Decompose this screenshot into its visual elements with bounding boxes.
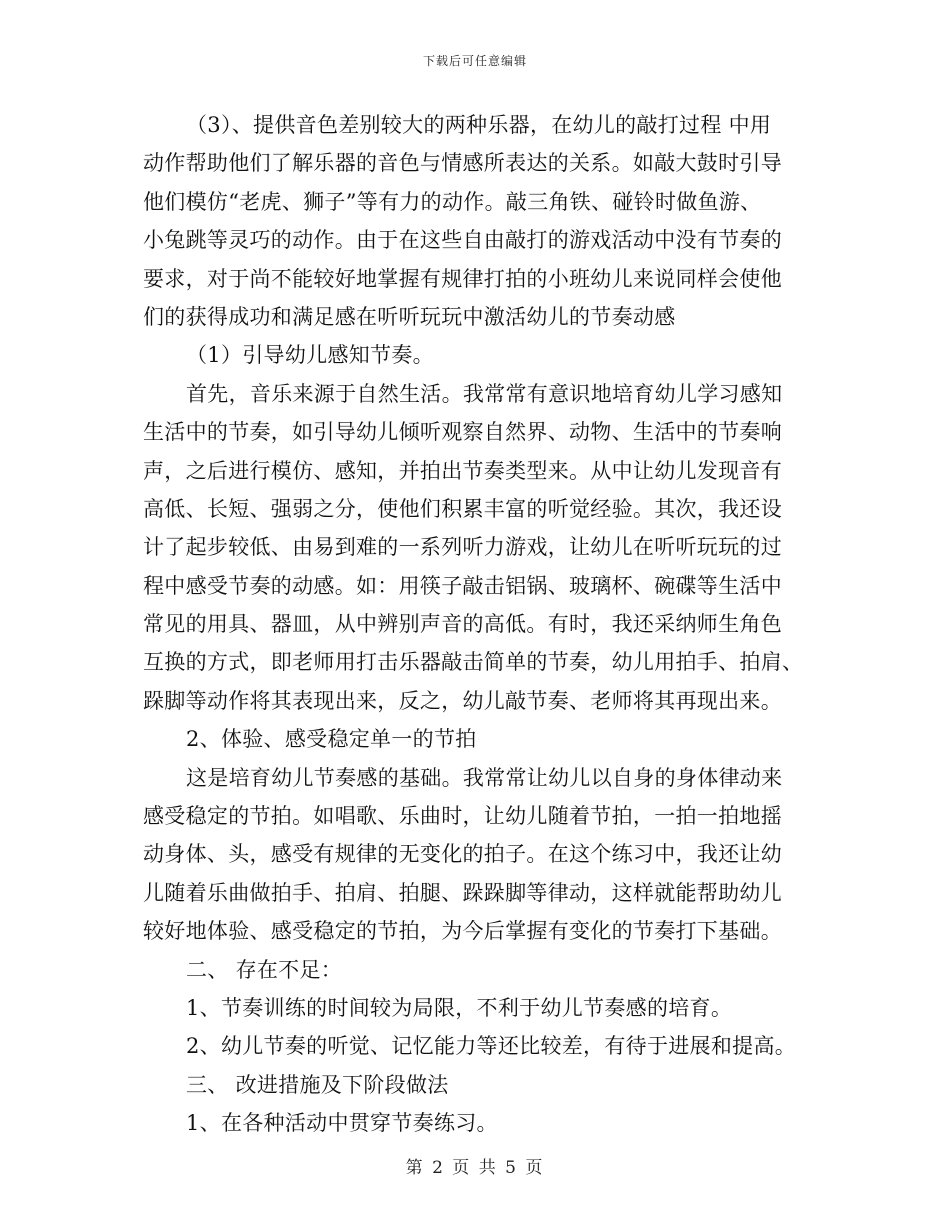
page-footer: 第 2 页 共 5 页 [405,1158,545,1178]
section-heading: 2、体验、感受稳定单一的节拍 [186,727,477,752]
section-heading: 二、 存在不足： [186,957,343,982]
paragraph-line: 动作帮助他们了解乐器的音色与情感所表达的关系。如敲大鼓时引导 [143,151,782,176]
paragraph-line: 要求，对于尚不能较好地掌握有规律打拍的小班幼儿来说同样会使他 [143,266,782,291]
list-item: 1、节奏训练的时间较为局限，不利于幼儿节奏感的培育。 [186,995,733,1020]
paragraph-line: 互换的方式，即老师用打击乐器敲击简单的节奏，幼儿用拍手、拍肩、 [143,650,804,675]
page-header: 下载后可任意编辑 [422,54,527,68]
paragraph-line: 程中感受节奏的动感。如：用筷子敲击铝锅、玻璃杯、碗碟等生活中 [143,573,782,598]
list-item: 2、幼儿节奏的听觉、记忆能力等还比较差，有待于进展和提高。 [186,1034,797,1059]
document-body [143,106,823,1143]
paragraph-line: 这是培育幼儿节奏感的基础。我常常让幼儿以自身的身体律动来 [186,765,783,790]
paragraph-line: 较好地体验、感受稳定的节拍，为今后掌握有变化的节奏打下基础。 [143,919,782,944]
paragraph-line: 高低、长短、强弱之分，使他们积累丰富的听觉经验。其次，我还设 [143,496,782,521]
paragraph-line: 小兔跳等灵巧的动作。由于在这些自由敲打的游戏活动中没有节奏的 [143,228,782,253]
section-heading: 三、 改进措施及下阶段做法 [186,1072,449,1097]
paragraph-line: 动身体、头，感受有规律的无变化的拍子。在这个练习中，我还让幼 [143,842,782,867]
paragraph-line: 跺脚等动作将其表现出来，反之，幼儿敲节奏、老师将其再现出来。 [143,688,782,713]
paragraph-line: 他们模仿“老虎、狮子”等有力的动作。敲三角铁、碰铃时做鱼游、 [143,189,762,214]
paragraph-line: 首先，音乐来源于自然生活。我常常有意识地培育幼儿学习感知 [186,381,783,406]
paragraph-line: 声，之后进行模仿、感知，并拍出节奏类型来。从中让幼儿发现音有 [143,458,782,483]
list-item: 1、在各种活动中贯穿节奏练习。 [186,1111,498,1136]
paragraph-line: （3）、提供音色差别较大的两种乐器，在幼儿的敲打过程 中用 [186,113,772,137]
paragraph-line: 常见的用具、器皿，从中辨别声音的高低。有时，我还采纳师生角色 [143,612,782,637]
section-heading: （1）引导幼儿感知节奏。 [186,343,434,368]
paragraph-line: 们的获得成功和满足感在听听玩玩中激活幼儿的节奏动感 [143,304,676,329]
paragraph-line: 计了起步较低、由易到难的一系列听力游戏，让幼儿在听听玩玩的过 [143,535,782,560]
paragraph-line: 感受稳定的节拍。如唱歌、乐曲时，让幼儿随着节拍，一拍一拍地摇 [143,804,782,829]
paragraph-line: 儿随着乐曲做拍手、拍肩、拍腿、跺跺脚等律动，这样就能帮助幼儿 [143,880,782,905]
paragraph-line: 生活中的节奏，如引导幼儿倾听观察自然界、动物、生活中的节奏响 [143,420,782,445]
